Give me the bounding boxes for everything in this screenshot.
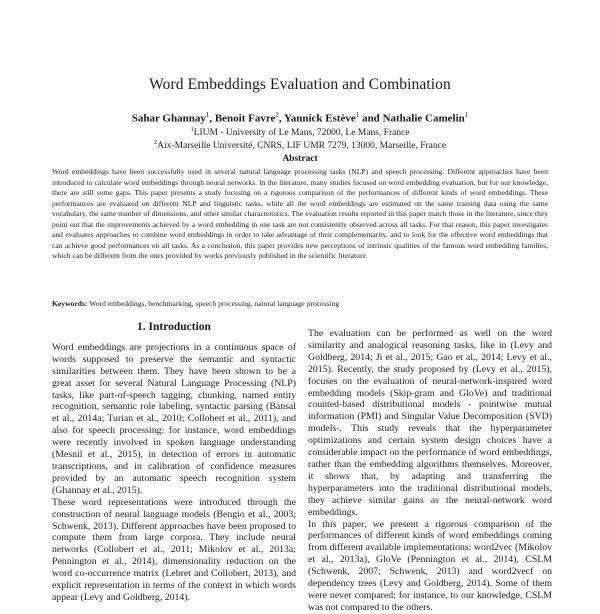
abstract-heading: Abstract [282, 154, 318, 164]
paragraph: The evaluation can be performed as well on the word similarity and analogical reasoning tasks, like in (Levy and Goldberg, 2014; Ji et al., 2015; Gao et al., 2014; Levy et al., 2015). Recently, the study proposed by (Levy et al., 2015), focuses on the evaluation of neural-network-inspired word embedding models (Skip-gram and GloVe) and traditional counted-based distributional models - pointwise mutual information (PMI) and Singular Value Decomposition (SVD) models-. This study reveals that the hyperparameter optimizations and certain system design choices have a considerable impact on the performance of word embeddings, rather than the embedding algorithms themselves. Moreover, it shows that, by adapting and transferring the hyperparameters into the traditional distributional models, they achieve similar gains as the neural-network word embeddings. [308, 328, 552, 518]
affiliation-text: Aix-Marseille Université, CNRS, LIF UMR 7279, 13000, Marseille, France [157, 141, 447, 152]
affiliation-1 [0, 126, 600, 138]
affiliation-2 [0, 139, 600, 151]
abstract-text: Word embeddings have been successfully used in several natural language processing tasks (NLP) and speech processing. Different approaches have been introduced to calculate word embeddings through neural networks. In the literature, many studies focused on word embedding evaluation, but for our knowledge, there are still some gaps. This paper presents a study focusing on a rigorous comparison of the performances of different kinds of word embeddings. These performances are evaluated on different NLP and linguistic tasks, while all the word embeddings are estimated on the same training data using the same vocabulary, the same number of dimensions, and other similar characteristics. The evaluation results reported in this paper match those in the literature, since they point out that the improvements achieved by a word embedding in one task are not consistently observed across all tasks. For that reason, this paper investigates and evaluates approaches to combine word embeddings in order to take advantage of their complementarity, and to look for the effective word embeddings that can achieve good performances on all tasks. As a conclusion, this paper provides new perceptions of intrinsic qualities of the famous word embedding families, which can be different from the ones provided by works previously published in the scientific literature. [52, 167, 548, 260]
affiliation-text: LIUM - University of Le Mans, 72000, Le Mans, France [193, 128, 410, 139]
author-name: Nathalie Camelin [382, 112, 465, 125]
author-affiliation-mark: 1 [355, 111, 360, 119]
keywords-text: Word embeddings, benchmarking, speech processing, natural language processing [89, 299, 340, 308]
author-list [0, 111, 600, 125]
author-affiliation-mark: 2 [275, 111, 279, 119]
affiliation-mark: 1 [190, 126, 194, 133]
author-affiliation-mark: 1 [464, 111, 469, 119]
keywords-label: Keywords: [52, 299, 88, 308]
author-separator: and [359, 112, 383, 125]
author-name: Yannick Estève [284, 112, 356, 125]
paragraph: Word embeddings are projections in a continuous space of words supposed to preserve the semantic and syntactic similarities between them. They have been shown to be a great asset for several Natural Language Processing (NLP) tasks, like part-of-speech tagging, chunking, named entity recognition, semantic role labeling, syntactic parsing (Bansal et al., 2014a; Turian et al., 2010; Collobert et al., 2011), and also for speech processing: for instance, word embeddings were recently involved in spoken language understanding (Mesnil et al., 2015), in detection of errors in automatic transcriptions, and in calibration of confidence measures provided by an automatic speech recognition system (Ghannay et al., 2015). [52, 341, 296, 496]
paper-title: Word Embeddings Evaluation and Combination [149, 76, 451, 93]
paragraph: These word representations were introduced through the construction of neural language models (Bengio et al., 2003; Schwenk, 2013). Different approaches have been proposed to compute them from large corpora. They include neural networks (Collobert et al., 2011; Mikolov et al., 2013a; Pennington et al., 2014), dimensionality reduction on the word co-occurrence matrix (Lebret and Collobert, 2013), and explicit representation in terms of the context in which words appear (Levy and Goldberg, 2014). [52, 496, 296, 603]
author-name: Sahar Ghannay [131, 112, 206, 125]
right-column [308, 328, 552, 614]
section-heading: 1. Introduction [137, 321, 211, 333]
affiliation-mark: 2 [153, 139, 158, 146]
left-column [52, 320, 296, 604]
paragraph: In this paper, we present a rigorous comparison of the performances of different kinds of word embeddings coming from different available implementations: word2vec (Mikolov et al., 2013a), GloVe (Pennington et al., 2014), CSLM (Schwenk, 2007; Schwenk, 2013) and word2vecf on dependency trees (Levy and Goldberg, 2014). Some of them were never compared: for instance, to our knowledge, CSLM was not compared to the others. [308, 518, 552, 613]
author-separator: , [278, 112, 284, 125]
author-separator: , [209, 112, 215, 125]
keywords [52, 299, 548, 309]
author-affiliation-mark: 1 [205, 111, 210, 119]
author-name: Benoit Favre [214, 112, 276, 125]
